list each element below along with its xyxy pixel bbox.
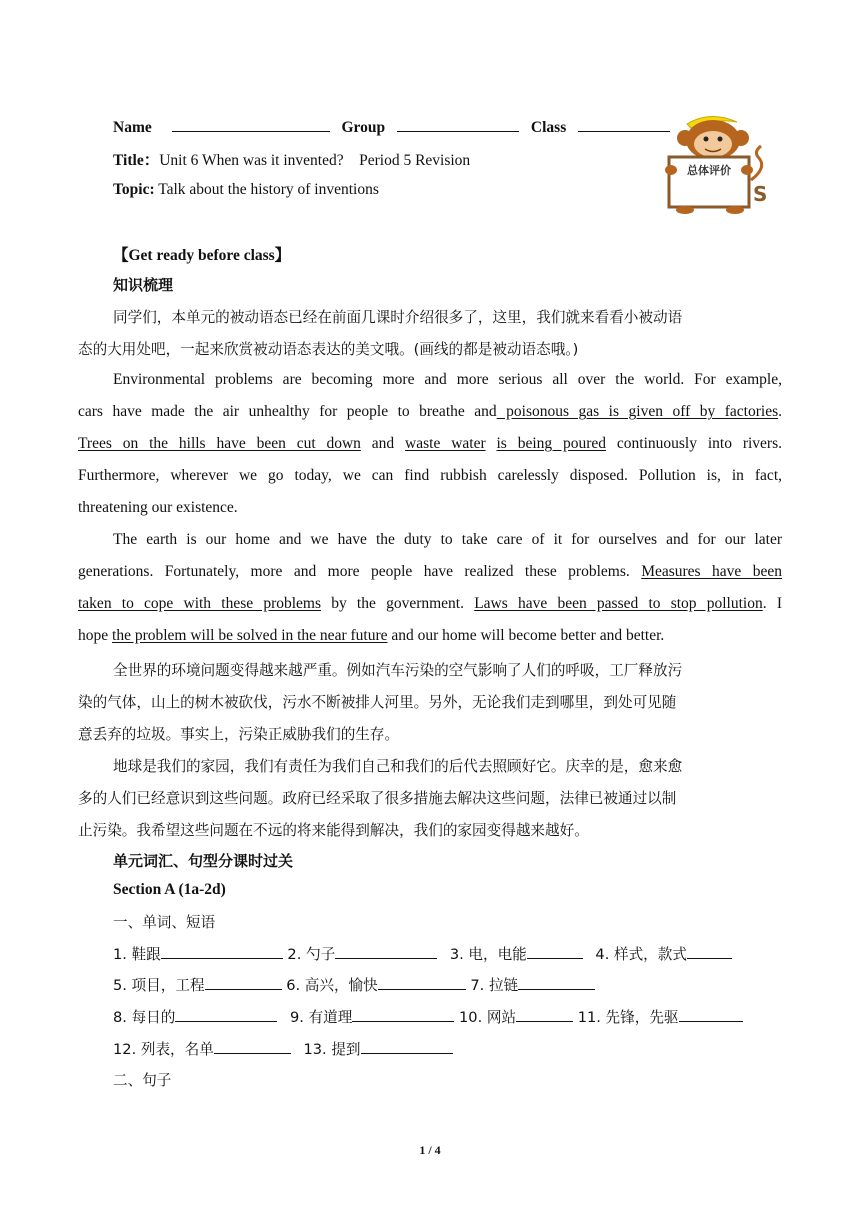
- part2-heading: 二、句子: [113, 1072, 172, 1089]
- para1-line-2: [78, 403, 782, 421]
- para2-text: generations. Fortunately, more and more people have realized these problems.: [78, 563, 642, 580]
- para1-line-1: Environmental problems are becoming more and more serious all over the world. For example,: [113, 371, 782, 388]
- answer-blank[interactable]: [214, 1039, 291, 1054]
- name-label: Name: [113, 119, 152, 136]
- header-fields: [113, 117, 670, 137]
- vocab-item: 10. 网站: [459, 1009, 517, 1026]
- answer-blank[interactable]: [378, 975, 466, 990]
- topic-label: Topic:: [113, 181, 155, 198]
- answer-blank[interactable]: [335, 944, 437, 959]
- cn2-line-3: 止污染。我希望这些问题在不远的将来能得到解决，我们的家园变得越来越好。: [78, 822, 589, 839]
- name-blank[interactable]: [172, 117, 330, 132]
- para2-line-3: [78, 595, 782, 613]
- para2-line-2: [78, 563, 782, 581]
- vocab-item: 6. 高兴，愉快: [286, 977, 378, 994]
- intro-line-1: 同学们，本单元的被动语态已经在前面几课时介绍很多了，这里，我们就来看看小被动语: [113, 309, 683, 326]
- vocab-item: 3. 电，电能: [449, 946, 527, 963]
- para1-line-5: threatening our existence.: [78, 499, 238, 516]
- para1-text: and: [360, 435, 406, 452]
- group-blank[interactable]: [397, 117, 519, 132]
- vocab-item: 4. 样式，款式: [595, 946, 687, 963]
- vocab-item: 11. 先锋，先驱: [577, 1009, 679, 1026]
- para1-text: cars have made the air unhealthy for people to breathe and: [78, 403, 497, 420]
- passive-phrase: taken to cope with these problems: [78, 595, 322, 612]
- passive-phrase: poisonous gas is given off by factories: [496, 403, 779, 420]
- topic-value: Talk about the history of inventions: [154, 181, 379, 198]
- vocab-item: 13. 提到: [303, 1041, 361, 1058]
- para2-text: hope: [78, 627, 113, 644]
- vocab-item: 12. 列表，名单: [113, 1041, 214, 1058]
- group-label: Group: [341, 119, 386, 136]
- section-a-heading: Section A (1a-2d): [113, 881, 226, 898]
- vocab-row-1: [113, 943, 732, 964]
- para1-text: continuously into rivers.: [606, 435, 782, 452]
- unit-heading: 单元词汇、句型分课时过关: [113, 852, 294, 870]
- para2-line-4: [78, 627, 782, 645]
- passive-phrase: is being poured: [496, 435, 607, 452]
- vocab-item: 1. 鞋跟: [113, 946, 161, 963]
- passive-phrase: Laws have been passed to stop pollution: [474, 595, 763, 612]
- answer-blank[interactable]: [518, 975, 595, 990]
- evaluation-badge: [655, 110, 770, 216]
- para1-line-3: [78, 435, 782, 453]
- answer-blank[interactable]: [352, 1007, 454, 1022]
- para2-text: and our home will become better and better.: [387, 627, 665, 644]
- cn2-line-2: 多的人们已经意识到这些问题。政府已经采取了很多措施去解决这些问题，法律已被通过以制: [78, 790, 677, 807]
- vocab-row-2: [113, 974, 595, 995]
- knowledge-heading: 知识梳理: [113, 276, 174, 294]
- answer-blank[interactable]: [527, 944, 583, 959]
- vocab-item: 8. 每日的: [113, 1009, 176, 1026]
- title-line: [113, 148, 470, 170]
- answer-blank[interactable]: [687, 944, 732, 959]
- page-number: 1 / 4: [419, 1143, 441, 1157]
- passive-phrase: waste water: [405, 435, 486, 452]
- vocab-item: 5. 项目，工程: [113, 977, 205, 994]
- vocab-row-4: [113, 1038, 453, 1059]
- badge-s: S: [753, 182, 768, 206]
- answer-blank[interactable]: [361, 1039, 453, 1054]
- cn1-line-2: 染的气体，山上的树木被砍伐，污水不断被排人河里。另外，无论我们走到哪里，到处可见随: [78, 694, 677, 711]
- section-ready-heading: 【Get ready before class】: [113, 247, 291, 264]
- para1-text: [486, 435, 497, 452]
- answer-blank[interactable]: [161, 944, 283, 959]
- vocab-row-3: [113, 1006, 743, 1027]
- para2-text: by the government.: [321, 595, 475, 612]
- answer-blank[interactable]: [175, 1007, 277, 1022]
- class-label: Class: [530, 119, 567, 136]
- cn2-line-1: 地球是我们的家园，我们有责任为我们自己和我们的后代去照顾好它。庆幸的是，愈来愈: [113, 758, 683, 775]
- passive-phrase: Trees on the hills have been cut down: [78, 435, 361, 452]
- vocab-item: 9. 有道理: [290, 1009, 353, 1026]
- intro-line-2: 态的大用处吧，一起来欣赏被动语态表达的美文哦。(画线的都是被动语态哦。): [78, 341, 579, 358]
- title-value: Unit 6 When was it invented? Period 5 Revision: [159, 152, 471, 169]
- cn1-line-3: 意丢弃的垃圾。事实上，污染正威胁我们的生存。: [78, 726, 400, 743]
- cn1-line-1: 全世界的环境问题变得越来越严重。例如汽车污染的空气影响了人们的呼吸，工厂释放污: [113, 662, 683, 679]
- topic-line: [113, 181, 379, 199]
- para2-line-1: The earth is our home and we have the duty to take care of it for ourselves and for our later: [113, 531, 782, 548]
- vocab-item: 7. 拉链: [470, 977, 519, 994]
- badge-text: 总体评价: [687, 164, 731, 177]
- answer-blank[interactable]: [679, 1007, 743, 1022]
- vocab-item: 2. 勺子: [287, 946, 336, 963]
- part1-heading: 一、单词、短语: [113, 914, 216, 931]
- answer-blank[interactable]: [516, 1007, 573, 1022]
- passive-phrase: Measures have been: [641, 563, 782, 580]
- para1-text: .: [778, 403, 782, 420]
- para2-text: . I: [762, 595, 782, 612]
- answer-blank[interactable]: [205, 975, 282, 990]
- passive-phrase: the problem will be solved in the near future: [112, 627, 388, 644]
- para1-line-4: Furthermore, wherever we go today, we can find rubbish carelessly disposed. Pollution is, in fact,: [78, 467, 782, 484]
- title-label: Title：: [113, 152, 160, 169]
